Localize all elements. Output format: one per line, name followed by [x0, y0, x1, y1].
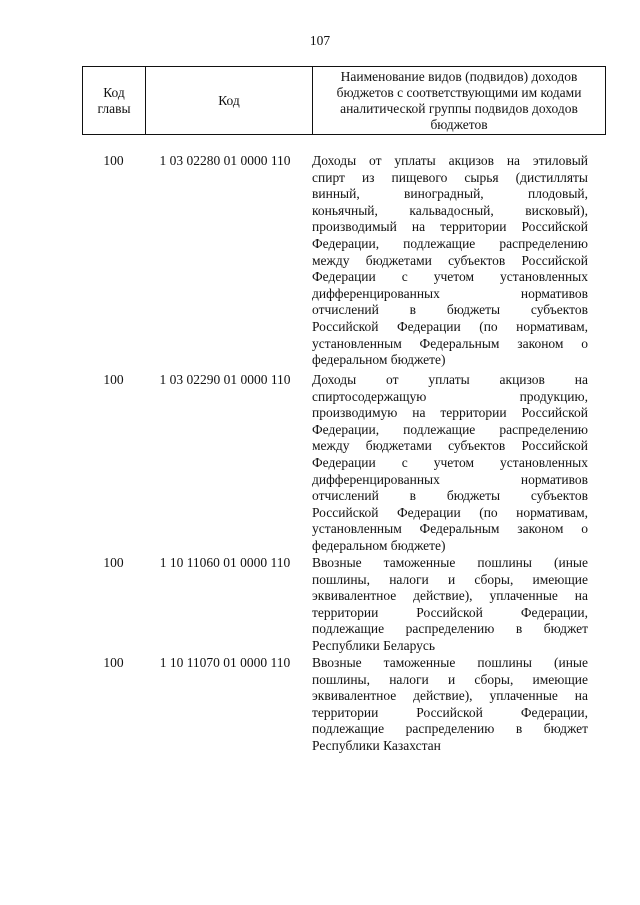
row-code: 1 03 02290 01 0000 110 [159, 372, 291, 387]
description-line: производимый на территории Российской [312, 219, 588, 235]
row-chapter: 100 [103, 555, 124, 570]
description-line: Республики Казахстан [312, 737, 441, 753]
description-line: Федерации, подлежащие распределению [312, 421, 588, 437]
row-code: 1 10 11070 01 0000 110 [159, 655, 291, 670]
header-name: Наименование видов (подвидов) доходов бюджетов с соответствующими им кодами аналитической группы подвидов доходов бюджетов [313, 67, 606, 135]
description-line: между бюджетами субъектов Российской [312, 438, 588, 454]
description-line: эквивалентное действие), уплаченные на [312, 588, 588, 604]
description-line: между бюджетами субъектов Российской [312, 252, 588, 268]
description-line: дифференцированных нормативов [312, 285, 588, 301]
description-line: Федерации с учетом установленных [312, 454, 588, 470]
description-line: пошлины, налоги и сборы, имеющие [312, 671, 588, 687]
description-line: коньячный, кальвадосный, висковый), [312, 202, 588, 218]
row-code: 1 10 11060 01 0000 110 [159, 555, 291, 570]
description-line: Доходы от уплаты акцизов на [312, 372, 588, 387]
description-line: отчислений в бюджеты субъектов [312, 488, 588, 504]
description-line: Доходы от уплаты акцизов на этиловый [312, 153, 588, 168]
table-header [82, 66, 606, 135]
row-code: 1 03 02280 01 0000 110 [159, 153, 291, 168]
description-line: территории Российской Федерации, [312, 604, 588, 620]
description-line: спиртосодержащую продукцию, [312, 388, 588, 404]
description-line: Республики Беларусь [312, 637, 436, 653]
description-line: подлежащие распределению в бюджет [312, 721, 588, 737]
description-line: территории Российской Федерации, [312, 704, 588, 720]
row-chapter: 100 [103, 655, 124, 670]
description-line: винный, виноградный, плодовый, [312, 186, 588, 202]
row-description [312, 655, 588, 755]
description-line: спирт из пищевого сырья (дистилляты [312, 169, 588, 185]
description-line: эквивалентное действие), уплаченные на [312, 688, 588, 704]
description-line: Ввозные таможенные пошлины (иные [312, 655, 588, 670]
description-line: установленным Федеральным законом о [312, 521, 588, 537]
description-line: федеральном бюджете) [312, 537, 446, 553]
description-line: Федерации, подлежащие распределению [312, 235, 588, 251]
description-line: подлежащие распределению в бюджет [312, 621, 588, 637]
row-description [312, 153, 588, 369]
description-line: производимую на территории Российской [312, 405, 588, 421]
description-line: Ввозные таможенные пошлины (иные [312, 555, 588, 570]
header-code: Код [146, 67, 313, 135]
row-description [312, 372, 588, 555]
row-chapter: 100 [103, 372, 124, 387]
description-line: отчислений в бюджеты субъектов [312, 302, 588, 318]
description-line: пошлины, налоги и сборы, имеющие [312, 571, 588, 587]
row-description [312, 555, 588, 655]
description-line: установленным Федеральным законом о [312, 335, 588, 351]
description-line: федеральном бюджете) [312, 352, 446, 368]
description-line: Федерации с учетом установленных [312, 269, 588, 285]
row-chapter: 100 [103, 153, 124, 168]
header-chapter-code: Код главы [83, 67, 146, 135]
description-line: Российской Федерации (по нормативам, [312, 318, 588, 334]
description-line: дифференцированных нормативов [312, 471, 588, 487]
page-number: 107 [309, 33, 331, 48]
description-line: Российской Федерации (по нормативам, [312, 504, 588, 520]
